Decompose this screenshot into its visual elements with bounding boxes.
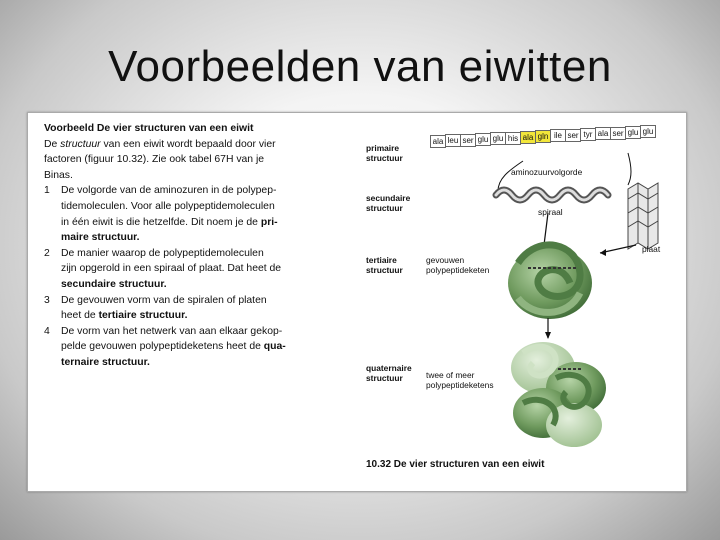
- label-quaternaire: quaternaire structuur: [366, 363, 412, 383]
- figure-caption: 10.32 De vier structuren van een eiwit: [366, 459, 545, 470]
- amino-acid-cell: ala: [520, 131, 536, 144]
- spiral-helix: [496, 190, 608, 200]
- amino-acid-cell: ala: [430, 135, 446, 148]
- quaternary-fold: [511, 342, 606, 447]
- label-primaire: primaire structuur: [366, 143, 403, 163]
- amino-acid-cell: tyr: [580, 128, 596, 141]
- label-spiraal: spiraal: [538, 207, 563, 217]
- amino-acid-cell: gln: [535, 130, 551, 143]
- amino-acid-cell: glu: [475, 133, 491, 146]
- amino-acid-cell: ser: [565, 129, 581, 142]
- step-text: tidemoleculen. Voor alle polypeptidemoleculen: [61, 200, 275, 212]
- step-number: 1: [44, 185, 50, 197]
- step-number: 2: [44, 247, 50, 259]
- intro-text: De: [44, 138, 61, 150]
- amino-acid-cell: his: [505, 132, 521, 145]
- figure-headline: Voorbeeld De vier structuren van een eiwit: [44, 123, 254, 134]
- step-text: pelde gevouwen polypeptideketens heet de: [61, 341, 264, 353]
- amino-acid-cell: glu: [625, 126, 641, 139]
- step-term: maire structuur.: [61, 232, 140, 244]
- pleated-sheet: [628, 183, 658, 249]
- step-term: tertiaire structuur.: [98, 310, 188, 322]
- figure-image: [27, 112, 687, 492]
- label-tertiaire: tertiaire structuur: [366, 255, 403, 275]
- amino-acid-cell: glu: [490, 132, 506, 145]
- connector-line: [628, 153, 631, 185]
- step-number: 3: [44, 294, 50, 306]
- step-text: De volgorde van de aminozuren in de polypep-: [61, 185, 277, 197]
- amino-acid-cell: ser: [460, 134, 476, 147]
- amino-acid-cell: ile: [550, 129, 566, 142]
- intro-text: van een eiwit wordt bepaald door vier: [100, 138, 276, 150]
- label-secundaire: secundaire structuur: [366, 193, 411, 213]
- slide-title: Voorbeelden van eiwitten: [108, 42, 612, 91]
- step-term: ternaire structuur.: [61, 356, 150, 368]
- intro-text: factoren (figuur 10.32). Zie ook tabel 67H van je: [44, 154, 265, 166]
- step-term: qua-: [263, 341, 286, 353]
- step-text: zijn opgerold in een spiraal of plaat. Dat heet de: [61, 263, 282, 275]
- intro-text: Binas.: [44, 169, 73, 181]
- amino-acid-cell: ser: [610, 127, 626, 140]
- step-text: heet de: [61, 310, 99, 322]
- step-text: in één eiwit is die hetzelfde. Dit noem je de: [61, 216, 261, 228]
- label-twee-of-meer: twee of meer polypeptideketens: [426, 370, 494, 390]
- tertiary-fold: [508, 245, 592, 339]
- step-text: De vorm van het netwerk van aan elkaar gekop-: [61, 325, 283, 337]
- step-term: pri-: [260, 216, 278, 228]
- step-text: De gevouwen vorm van de spiralen of platen: [61, 294, 267, 306]
- amino-acid-cell: glu: [640, 125, 656, 138]
- amino-acid-cell: ala: [595, 127, 611, 140]
- step-number: 4: [44, 325, 50, 337]
- label-plaat: plaat: [642, 244, 661, 254]
- step-text: De manier waarop de polypeptidemoleculen: [61, 247, 264, 259]
- intro-italic: structuur: [60, 138, 101, 150]
- label-aminozuurvolgorde: aminozuurvolgorde: [511, 167, 583, 177]
- step-term: secundaire structuur.: [61, 278, 167, 290]
- protein-structure-illustration: [28, 113, 686, 491]
- amino-acid-cell: leu: [445, 134, 461, 147]
- label-gevouwen: gevouwen polypeptideketen: [426, 255, 490, 275]
